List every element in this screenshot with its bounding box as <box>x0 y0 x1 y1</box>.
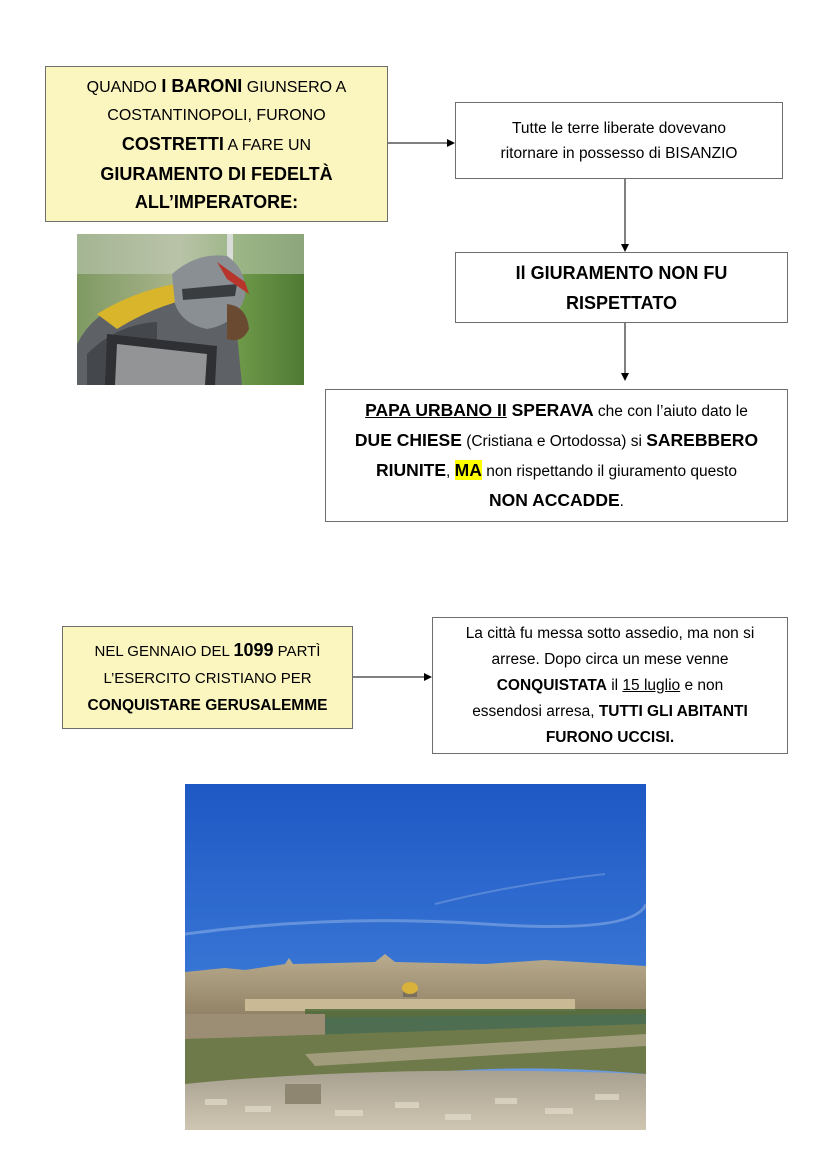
text: non rispettando il giuramento questo <box>481 462 737 480</box>
box6-line4 <box>472 699 748 725</box>
text-bold: NON ACCADDE <box>489 489 620 510</box>
text: NEL GENNAIO DEL <box>94 642 234 660</box>
army-departure-box <box>62 626 353 729</box>
text: QUANDO <box>86 79 162 96</box>
text-bold: SAREBBERO <box>646 429 759 450</box>
box6-line3 <box>497 673 724 699</box>
text: , <box>446 462 455 480</box>
box4-line2 <box>355 426 758 456</box>
text-bold: DUE CHIESE <box>354 429 462 450</box>
box1-line5: ALL’IMPERATORE: <box>134 192 299 212</box>
box6-line1: La città fu messa sotto assedio, ma non si <box>465 624 755 642</box>
siege-box <box>432 617 788 754</box>
text-bold: COSTRETTI <box>121 134 224 154</box>
text-bold: RIUNITE <box>376 459 447 480</box>
baroni-oath-box <box>45 66 388 222</box>
box1-line4: GIURAMENTO DI FEDELTÀ <box>100 164 333 184</box>
text: GIUNSERO A <box>242 79 347 96</box>
text-bold: SPERAVA <box>506 399 594 420</box>
box5-line1 <box>95 637 321 665</box>
knight-photo <box>77 234 304 385</box>
box1-line3 <box>122 130 311 160</box>
text: (Cristiana e Ortodossa) si <box>461 432 647 450</box>
text: che con l’aiuto dato le <box>593 402 748 420</box>
year-text: 1099 <box>233 639 274 660</box>
text-bold-underline: PAPA URBANO II <box>365 399 507 420</box>
text: il <box>606 676 623 694</box>
box4-line3 <box>376 456 737 486</box>
text-bold: CONQUISTATA <box>496 676 607 694</box>
box4-line4 <box>489 486 624 516</box>
box3-line1: Il GIURAMENTO NON FU <box>515 262 728 283</box>
date-text: 15 luglio <box>622 676 681 694</box>
text: . <box>619 492 624 510</box>
box4-line1 <box>365 396 748 426</box>
box1-line1 <box>87 72 347 102</box>
highlighted-text: MA <box>454 459 482 480</box>
box5-line3: CONQUISTARE GERUSALEMME <box>87 696 328 714</box>
text: A FARE UN <box>223 137 312 154</box>
text-bold: I BARONI <box>161 76 243 96</box>
box2-line2: ritornare in possesso di BISANZIO <box>500 144 738 162</box>
oath-broken-box <box>455 252 788 323</box>
box3-line2: RISPETTATO <box>565 292 677 313</box>
text: e non <box>680 676 724 694</box>
box1-line2: COSTANTINOPOLI, FURONO <box>107 107 326 124</box>
box5-line2: L’ESERCITO CRISTIANO PER <box>103 669 312 687</box>
box6-line2: arrese. Dopo circa un mese venne <box>491 650 729 668</box>
box2-line1: Tutte le terre liberate dovevano <box>512 119 726 137</box>
text: essendosi arresa, <box>472 702 599 720</box>
pope-hope-box <box>325 389 788 522</box>
jerusalem-photo <box>185 784 646 1130</box>
box6-line5: FURONO UCCISI. <box>545 728 675 746</box>
text: PARTÌ <box>273 642 321 660</box>
text-bold: TUTTI GLI ABITANTI <box>598 702 748 720</box>
lands-returned-box <box>455 102 783 179</box>
